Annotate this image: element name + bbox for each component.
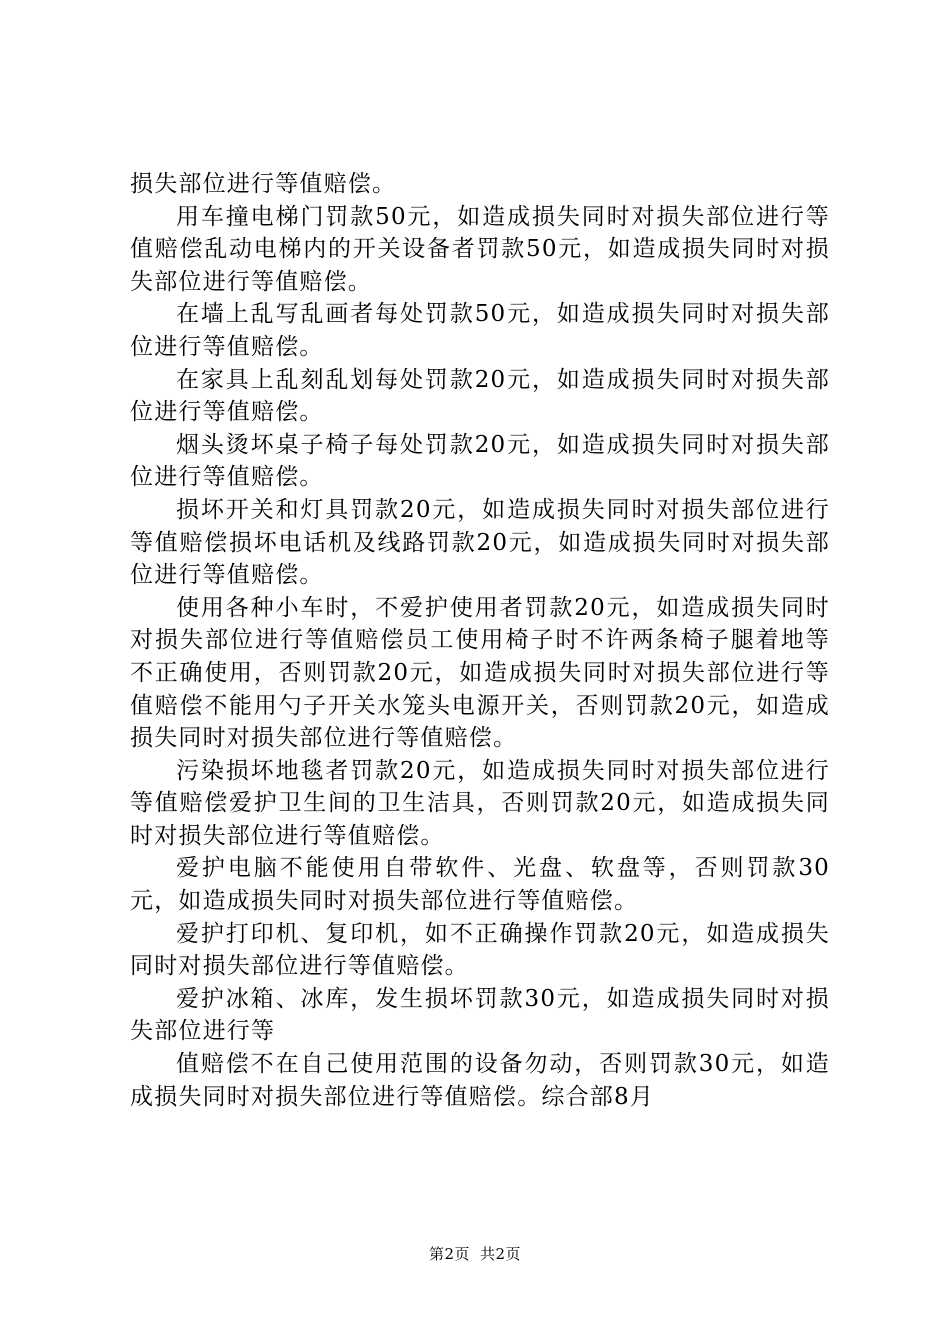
paragraph-2: 用车撞电梯门罚款50元，如造成损失同时对损失部位进行等值赔偿乱动电梯内的开关设备者罚款50元，如造成损失同时对损失部位进行等值赔偿。 [130, 203, 830, 295]
page-footer [0, 1244, 950, 1264]
paragraph-9: 爱护电脑不能使用自带软件、光盘、软盘等，否则罚款30元，如造成损失同时对损失部位进行等值赔偿。 [130, 855, 830, 915]
page-total: 共2页 [480, 1245, 522, 1263]
paragraph-12: 值赔偿不在自己使用范围的设备勿动，否则罚款30元，如造成损失同时对损失部位进行等值赔偿。综合部8月 [130, 1051, 830, 1110]
paragraph-8: 污染损坏地毯者罚款20元，如造成损失同时对损失部位进行等值赔偿爱护卫生间的卫生洁具，否则罚款20元，如造成损失同时对损失部位进行等值赔偿。 [130, 757, 830, 849]
paragraph-11: 爱护冰箱、冰库，发生损坏罚款30元，如造成损失同时对损失部位进行等 [130, 985, 830, 1045]
page-number: 第2页 [428, 1245, 470, 1263]
paragraph-3: 在墙上乱写乱画者每处罚款50元，如造成损失同时对损失部位进行等值赔偿。 [130, 301, 830, 360]
paragraph-6: 损坏开关和灯具罚款20元，如造成损失同时对损失部位进行等值赔偿损坏电话机及线路罚款20元，如造成损失同时对损失部位进行等值赔偿。 [130, 496, 830, 589]
paragraph-1: 损失部位进行等值赔偿。 [130, 171, 397, 197]
paragraph-10: 爱护打印机、复印机，如不正确操作罚款20元，如造成损失同时对损失部位进行等值赔偿。 [130, 920, 830, 980]
paragraph-7: 使用各种小车时，不爱护使用者罚款20元，如造成损失同时对损失部位进行等值赔偿员工使用椅子时不许两条椅子腿着地等不正确使用，否则罚款20元，如造成损失同时对损失部位进行等值赔偿不能用勺子开关水笼头电源开关，否则罚款20元，如造成损失同时对损失部位进行等值赔偿。 [130, 594, 830, 752]
paragraph-5: 烟头烫坏桌子椅子每处罚款20元，如造成损失同时对损失部位进行等值赔偿。 [130, 431, 830, 491]
document-body [130, 168, 830, 1113]
paragraph-4: 在家具上乱刻乱划每处罚款20元，如造成损失同时对损失部位进行等值赔偿。 [130, 366, 830, 426]
